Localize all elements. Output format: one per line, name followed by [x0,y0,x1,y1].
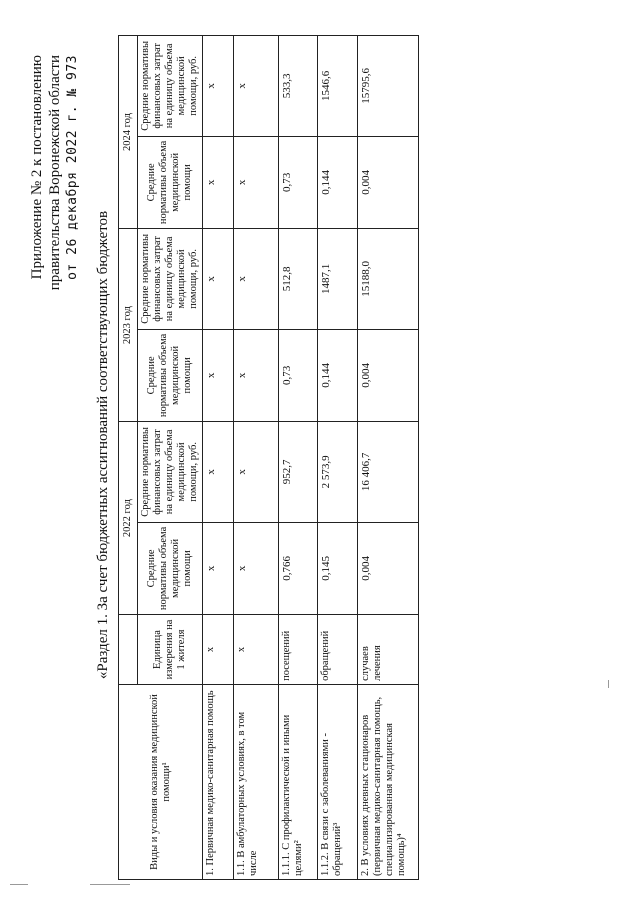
row-cost-2024: х [234,36,279,137]
scan-mark [90,884,130,885]
section-title: «Раздел 1. За счет бюджетных ассигнований соответствующих бюджетов [95,210,111,680]
row-cost-2022: 2 573,9 [318,422,358,523]
row-cost-2022: 952,7 [279,422,318,523]
table-row [358,36,419,880]
row-volume-2022: х [203,522,234,614]
row-unit: обращений [318,615,358,685]
appendix-line-2: правительства Воронежской области [47,55,63,291]
row-volume-2023: х [203,329,234,421]
row-volume-2023: х [234,329,279,421]
row-volume-2022: 0,766 [279,522,318,614]
row-cost-2023: 1487,1 [318,229,358,330]
header-year-2023: 2023 год [119,229,138,422]
row-kind: 1.1. В амбулаторных условиях, в том числе [234,684,279,879]
row-kind: 1. Первичная медико-санитарная помощь [203,684,234,879]
row-cost-2024: х [203,36,234,137]
header-year-2024: 2024 год [119,36,138,229]
scan-mark [608,680,609,688]
header-year-2022: 2022 год [119,422,138,615]
table-row [279,36,318,880]
row-volume-2024: х [203,136,234,228]
row-volume-2024: х [234,136,279,228]
row-volume-2023: 0,004 [358,329,419,421]
table-row [318,36,358,880]
row-volume-2024: 0,004 [358,136,419,228]
header-cost-2023: Средние нормативы финансовых затрат на единицу объема медицинской помощи, руб. [138,229,203,330]
row-cost-2022: х [234,422,279,523]
row-cost-2022: 16 406,7 [358,422,419,523]
appendix-header [28,55,82,290]
row-volume-2022: х [234,522,279,614]
row-kind: 2. В условиях дневных стационаров (первичная медико-санитарная помощь, специализированная медицинская помощь)⁴ [358,684,419,879]
row-kind: 1.1.1. С профилактической и иными целями² [279,684,318,879]
row-cost-2023: х [203,229,234,330]
row-unit: х [234,615,279,685]
row-unit: случаев лечения [358,615,419,685]
row-kind: 1.1.2. В связи с заболеваниями - обращений³ [318,684,358,879]
row-volume-2022: 0,145 [318,522,358,614]
header-kind: Виды и условия оказания медицинской помощи¹ [119,684,203,879]
header-unit: Единица измерения на 1 жителя [138,615,203,685]
scan-mark [10,884,28,885]
row-cost-2024: 15795,6 [358,36,419,137]
norms-table [118,35,419,880]
row-cost-2023: 15188,0 [358,229,419,330]
row-volume-2022: 0,004 [358,522,419,614]
row-volume-2024: 0,144 [318,136,358,228]
appendix-date-number: от 26 декабря 2022 г. № 973 [65,55,80,280]
row-unit: х [203,615,234,685]
table-row [234,36,279,880]
row-cost-2024: 533,3 [279,36,318,137]
header-cost-2022: Средние нормативы финансовых затрат на единицу объема медицинской помощи, руб. [138,422,203,523]
row-cost-2024: 1546,6 [318,36,358,137]
row-unit: посещений [279,615,318,685]
header-cost-2024: Средние нормативы финансовых затрат на единицу объема медицинской помощи, руб. [138,36,203,137]
table-row [203,36,234,880]
rotated-page [20,30,620,885]
row-volume-2023: 0,144 [318,329,358,421]
header-volume-2024: Средние нормативы объема медицинской помощи [138,136,203,228]
row-cost-2023: 512,8 [279,229,318,330]
row-cost-2023: х [234,229,279,330]
appendix-line-1: Приложение № 2 к постановлению [29,55,45,280]
header-volume-2023: Средние нормативы объема медицинской помощи [138,329,203,421]
row-cost-2022: х [203,422,234,523]
row-volume-2023: 0,73 [279,329,318,421]
row-volume-2024: 0,73 [279,136,318,228]
header-unit-top [119,615,138,685]
header-volume-2022: Средние нормативы объема медицинской помощи [138,522,203,614]
